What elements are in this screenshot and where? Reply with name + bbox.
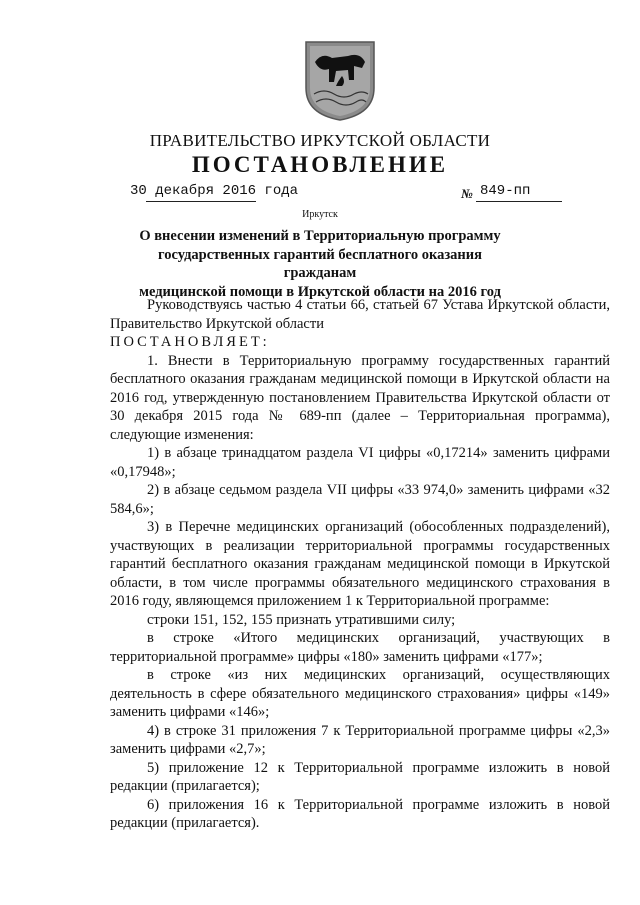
subject-line: государственных гарантий бесплатного оказания гражданам: [158, 246, 482, 281]
document-subject: [120, 227, 520, 301]
subclause-1-paragraph: 1) в абзаце тринадцатом раздела VI цифры «0,17214» заменить цифрами «0,17948»;: [110, 445, 610, 480]
subclause-3-paragraph: 3) в Перечне медицинских организаций (обособленных подразделений), участвующих в реализации территориальной программы государственных гарантий бесплатного оказания гражданам медицинской помощи в Иркутской области, в том числе программы обязательного медицинского страхования в 2016 году, являющемся приложением 1 к Территориальной программе:: [110, 519, 610, 609]
number-underline: [476, 201, 562, 202]
subclause-6-paragraph: 6) приложения 16 к Территориальной программе изложить в новой редакции (прилагается).: [110, 796, 610, 831]
government-name: ПРАВИТЕЛЬСТВО ИРКУТСКОЙ ОБЛАСТИ: [149, 131, 491, 150]
city-name: Иркутск: [302, 209, 338, 220]
document-type-title: ПОСТАНОВЛЕНИЕ: [191, 152, 449, 177]
subclause-5-paragraph: 5) приложение 12 к Территориальной программе изложить в новой редакции (прилагается);: [110, 759, 610, 794]
rows-invalid-paragraph: строки 151, 152, 155 признать утратившими силу;: [147, 611, 456, 628]
number-label: №: [461, 186, 473, 201]
decree-word: ПОСТАНОВЛЯЕТ:: [110, 334, 270, 350]
irkutsk-coat-of-arms-icon: [302, 38, 378, 122]
oms-row-paragraph: в строке «из них медицинских организаций, осуществляющих деятельность в сфере обязательного медицинского страхования» цифры «149» заменить цифрами «146»;: [110, 667, 610, 720]
document-number: 849-пп: [480, 183, 531, 199]
document-date: 30 декабря 2016 года: [130, 183, 299, 199]
date-underline: [146, 201, 256, 202]
total-row-paragraph: в строке «Итого медицинских организаций, участвующих в территориальной программе» цифры «180» заменить цифрами «177»;: [110, 630, 610, 665]
subject-line: медицинской помощи в Иркутской области на 2016 год: [139, 283, 501, 300]
preamble-paragraph: Руководствуясь частью 4 статьи 66, статьей 67 Устава Иркутской области, Правительство Иркутской области: [110, 297, 610, 332]
subclause-4-paragraph: 4) в строке 31 приложения 7 к Территориальной программе цифры «2,3» заменить цифрами «2,7»;: [110, 722, 610, 757]
subject-line: О внесении изменений в Территориальную программу: [139, 228, 501, 244]
clause-1-paragraph: 1. Внести в Территориальную программу государственных гарантий бесплатного оказания гражданам медицинской помощи в Иркутской области на 2016 год, утвержденную постановлением Правительства Иркутской области от 30 декабря 2015 года № 689-пп (далее – Территориальная программа), следующие изменения:: [110, 352, 610, 443]
document-body: [110, 296, 610, 833]
subclause-2-paragraph: 2) в абзаце седьмом раздела VII цифры «33 974,0» заменить цифрами «32 584,6»;: [110, 482, 610, 517]
